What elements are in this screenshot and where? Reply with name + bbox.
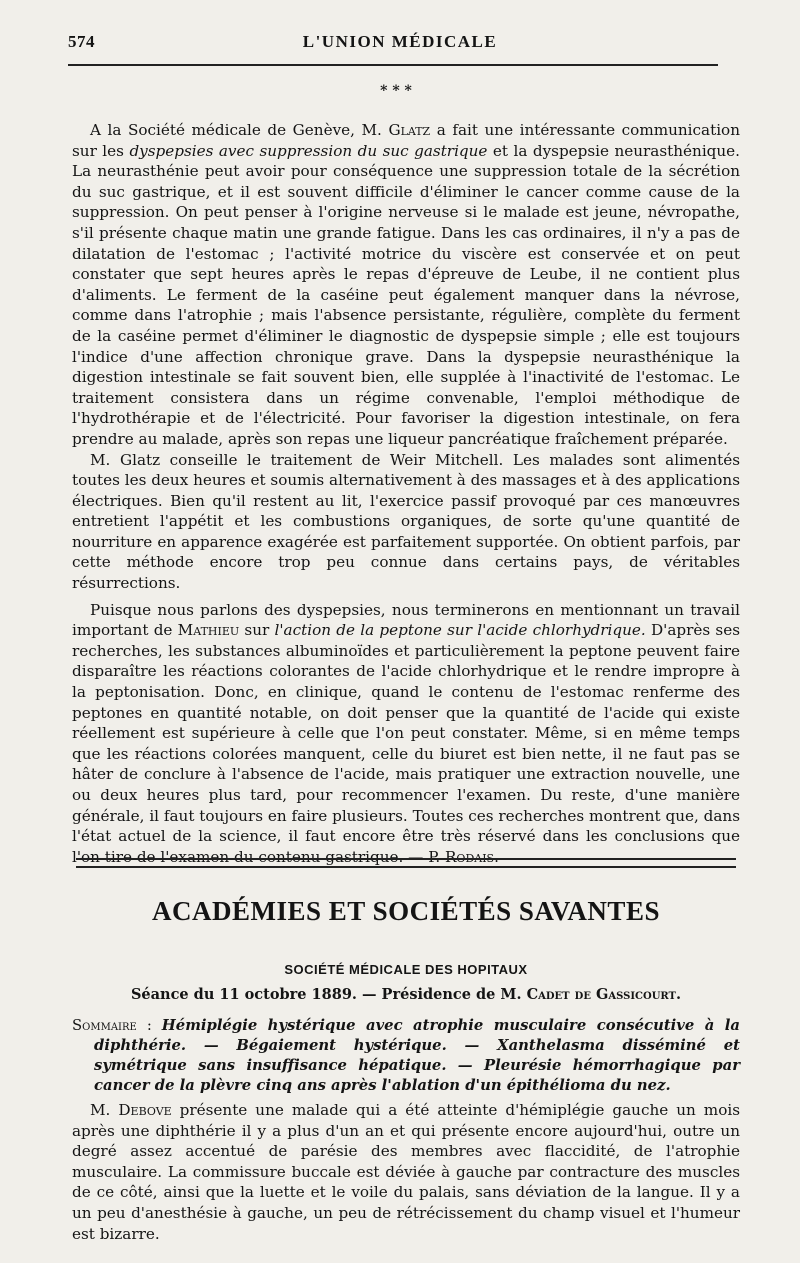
- author-name: Mathieu: [177, 621, 240, 640]
- article-body: [72, 120, 740, 867]
- section-title: ACADÉMIES ET SOCIÉTÉS SAVANTES: [152, 896, 660, 926]
- article-paragraph: Puisque nous parlons des dyspepsies, nous terminerons en mentionnant un travail important de Mathieu sur l'action de la peptone sur l'acide chlorhydrique. D'après ses recherches, les substances albuminoïdes et particulièrement la peptone peuvent faire disparaître les réactions colorantes de l'acide chlorhydrique et le rendre impropre à la peptonisation. Donc, en clinique, quand le contenu de l'estomac renferme des peptones en quantité notable, on doit penser que la quantité de l'acide qui existe réellement est supérieure à celle que l'on peut constater. Même, si en même temps que les réactions colorées manquent, celle du biuret est bien nette, il ne faut pas se hâter de conclure à l'absence de l'acide, mais pratiquer une extraction nouvelle, une ou deux heures plus tard, pour recommencer l'examen. Du reste, d'une manière générale, il faut toujours en faire plusieurs. Toutes ces recherches montrent que, dans l'état actuel de la science, il faut encore être très réservé dans les conclusions que l'on tire de l'examen du contenu gastrique. — P. Rodais.: [72, 600, 740, 866]
- article-topic: l'action de la peptone sur l'acide chlorhydrique.: [274, 621, 646, 640]
- session-body: [72, 1100, 740, 1244]
- article-paragraph: A la Société médicale de Genève, M. Glatz a fait une intéressante communication sur les dyspepsies avec suppression du suc gastrique et la dyspepsie neurasthénique. La neurasthénie peut avoir pour conséquence une suppression totale de la sécrétion du suc gastrique, et il est souvent difficile d'éliminer le cancer comme cause de la suppression. On peut penser à l'origine nerveuse si le malade est jeune, névropathe, s'il présente chaque matin une grande fatigue. Dans les cas ordinaires, il n'y a pas de dilatation de l'estomac ; l'activité motrice du viscère est conservée et on peut constater que sept heures après le repas d'épreuve de Leube, il ne contient plus d'aliments. Le ferment de la caséine peut également manquer dans la névrose, comme dans l'atrophie ; mais l'absence persistante, régulière, complète du ferment de la caséine permet d'éliminer le diagnostic de dyspepsie simple ; elle est toujours l'indice d'une affection chronique grave. Dans la dyspepsie neurasthénique la digestion intestinale se fait souvent bien, elle supplée à l'inactivité de l'estomac. Le traitement consistera dans un régime convenable, l'emploi méthodique de l'hydrothérapie et de l'électricité. Pour favoriser la digestion intestinale, on fera prendre au malade, après son repas une liqueur pancréatique fraîchement préparée.: [72, 121, 740, 448]
- page-number: 574: [68, 32, 95, 51]
- president-name: Cadet de Gassicourt.: [526, 986, 682, 1003]
- header-rule: [68, 64, 718, 66]
- author-name: Glatz: [388, 121, 431, 139]
- session-summary: Sommaire : Hémiplégie hystérique avec atrophie musculaire consécutive à la diphthérie. — Bégaiement hystérique. — Xanthelasma disséminé et symétrique sans insuffisance hépatique. — Pleurésie hémorrhagique par cancer de la plèvre cinq ans après l'ablation d'un épithélioma du nez.: [72, 1017, 740, 1094]
- summary-label: Sommaire: [72, 1017, 137, 1034]
- signature: P. Rodais.: [428, 847, 499, 866]
- running-head: [60, 28, 740, 58]
- session-line: Séance du 11 octobre 1889. — Présidence de M. Cadet de Gassicourt.: [130, 986, 682, 1003]
- journal-title: L'UNION MÉDICALE: [302, 32, 498, 51]
- session-paragraph: M. Debove présente une malade qui a été atteinte d'hémiplégie gauche un mois après une diphthérie il y a plus d'un an et qui présente encore aujourd'hui, outre un degré assez accentué de parésie des membres avec flaccidité, de l'atrophie musculaire. La commissure buccale est déviée à gauche par contracture des muscles de ce côté, ainsi que la luette et le voile du palais, sans déviation de la langue. Il y a un peu d'anesthésie à gauche, un peu de rétrécissement du champ visuel et l'humeur est bizarre.: [72, 1101, 740, 1243]
- article-topic: dyspepsies avec suppression du suc gastrique: [129, 141, 488, 160]
- article-paragraph: M. Glatz conseille le traitement de Weir Mitchell. Les malades sont alimentés toutes les deux heures et soumis alternativement à des massages et à des applications électriques. Bien qu'il restent au lit, l'exercice passif provoqué par ces manœuvres entretient l'appétit et les combustions organiques, de sorte qu'une quantité de nourriture en apparence exagérée est parfaitement supportée. On obtient parfois, par cette méthode encore trop peu connue dans certains pays, de véritables résurrections.: [72, 450, 740, 593]
- section-divider: [76, 858, 736, 868]
- presenter-name: Debove: [118, 1101, 172, 1119]
- society-title: SOCIÉTÉ MÉDICALE DES HOPITAUX: [284, 962, 528, 977]
- asterism: * * *: [380, 83, 412, 99]
- summary-text: Hémiplégie hystérique avec atrophie musculaire consécutive à la diphthérie. — Bégaiement hystérique. — Xanthelasma disséminé et symétrique sans insuffisance hépatique. — Pleurésie hémorrhagique par cancer de la plèvre cinq ans après l'ablation d'un épithélioma du nez.: [94, 1017, 740, 1094]
